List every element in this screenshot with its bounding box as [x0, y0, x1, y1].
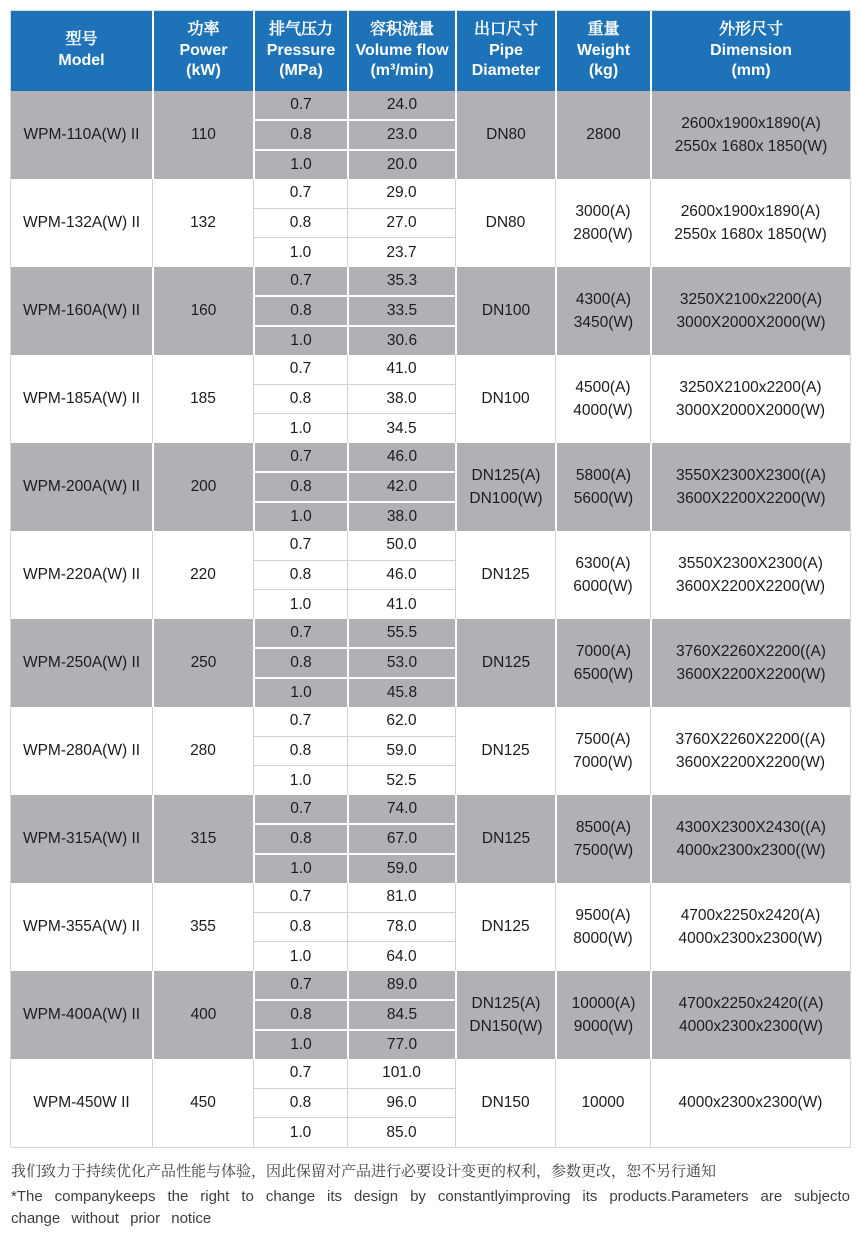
dimension-cell — [650, 795, 850, 883]
model-cell-text: WPM-315A(W) II — [22, 830, 141, 848]
power-cell-text: 185 — [190, 390, 216, 408]
dimension-cell — [650, 267, 850, 355]
flow-column — [347, 355, 455, 443]
pipe-cell — [455, 355, 555, 443]
pressure-column-value: 1.0 — [254, 765, 347, 795]
flow-column-value: 35.3 — [386, 272, 418, 289]
pressure-column-value: 1.0 — [254, 1117, 347, 1147]
flow-column-value: 24.0 — [386, 96, 418, 113]
pressure-column-value: 0.7 — [289, 712, 312, 730]
dimension-cell-text: 4700x2250x2420(A) 4000x2300x2300(W) — [678, 906, 823, 947]
footnote-zh: 我们致力于持续优化产品性能与体验，因此保留对产品进行必要设计变更的权利，参数更改，恕不另行通知 — [11, 1163, 717, 1180]
weight-cell-text: 8500(A) 7500(W) — [573, 818, 634, 859]
model-cell — [11, 883, 152, 971]
model-cell-text: WPM-132A(W) II — [22, 214, 141, 232]
pressure-column-value: 0.8 — [254, 560, 347, 590]
power-cell-text: 280 — [190, 742, 216, 760]
flow-column-value: 34.5 — [348, 413, 455, 443]
pressure-column-value: 1.0 — [254, 237, 347, 267]
header-line: Model — [58, 52, 105, 69]
model-cell-text: WPM-220A(W) II — [22, 566, 141, 584]
flow-column — [347, 795, 455, 883]
power-cell-text: 160 — [190, 302, 217, 320]
header-line: (kg) — [588, 62, 619, 80]
power-cell-text: 250 — [190, 654, 217, 672]
pressure-column-value: 0.8 — [254, 208, 347, 238]
flow-column-value: 84.5 — [349, 999, 455, 1029]
weight-cell — [555, 707, 650, 795]
model-cell — [11, 531, 152, 619]
model-cell-text: WPM-400A(W) II — [22, 1006, 141, 1024]
pressure-column-value: 1.0 — [255, 325, 347, 355]
header-cell — [11, 11, 152, 91]
pipe-cell — [455, 443, 555, 531]
model-cell-text: WPM-110A(W) II — [23, 126, 140, 144]
pressure-column-value: 1.0 — [255, 1029, 347, 1059]
header-cell — [253, 11, 347, 91]
power-cell-text: 355 — [190, 918, 216, 936]
pressure-column — [253, 795, 347, 883]
weight-cell-text: 7500(A) 7000(W) — [573, 730, 633, 771]
power-cell-text: 450 — [190, 1094, 216, 1112]
pipe-cell — [455, 971, 555, 1059]
pipe-cell — [455, 1059, 555, 1147]
weight-cell-text: 3000(A) 2800(W) — [573, 202, 633, 243]
table-row-group — [11, 267, 850, 355]
pressure-column — [253, 707, 347, 795]
flow-column — [347, 619, 455, 707]
pipe-cell-text: DN125 — [481, 742, 530, 760]
footnote-en-line1: *The companykeeps the right to change its design by constantlyimproving its products.Parameters are subjecto — [11, 1187, 850, 1205]
pressure-column-value: 0.8 — [254, 1088, 347, 1118]
flow-column-value: 29.0 — [386, 184, 417, 202]
pipe-cell-text: DN125 — [481, 830, 531, 848]
pressure-column — [253, 267, 347, 355]
flow-column-value: 96.0 — [348, 1088, 455, 1118]
table-row-group — [11, 531, 850, 619]
header-line: 出口尺寸 — [473, 20, 538, 38]
pipe-cell — [455, 91, 555, 179]
dimension-cell — [650, 883, 850, 971]
spec-table — [10, 10, 851, 1148]
flow-column — [347, 531, 455, 619]
model-cell — [11, 1059, 152, 1147]
weight-cell-text: 5800(A) 5600(W) — [573, 466, 634, 507]
flow-column-value: 59.0 — [349, 853, 455, 883]
weight-cell-text: 6300(A) 6000(W) — [573, 554, 633, 595]
weight-cell — [555, 619, 650, 707]
flow-column-value: 50.0 — [386, 536, 417, 554]
flow-column-value: 46.0 — [386, 448, 418, 465]
table-row-group — [11, 883, 850, 971]
pressure-column-value: 0.7 — [289, 360, 312, 378]
pressure-column-value: 0.8 — [254, 912, 347, 942]
header-line: Diameter — [471, 62, 541, 80]
pipe-cell — [455, 179, 555, 267]
power-cell-text: 400 — [190, 1006, 217, 1024]
flow-column-value: 42.0 — [349, 471, 455, 501]
table-row-group — [11, 707, 850, 795]
pressure-column-value: 0.8 — [254, 736, 347, 766]
dimension-cell — [650, 707, 850, 795]
dimension-cell-text: 4700x2250x2420((A) 4000x2300x2300(W) — [678, 994, 824, 1035]
table-row-group — [11, 1059, 850, 1147]
dimension-cell — [650, 531, 850, 619]
pressure-column-value: 0.8 — [255, 647, 347, 677]
flow-column — [347, 707, 455, 795]
pressure-column — [253, 443, 347, 531]
pressure-column-value: 0.7 — [290, 272, 312, 289]
model-cell-text: WPM-200A(W) II — [22, 478, 141, 496]
dimension-cell-text: 3550X2300X2300((A) 3600X2200X2200(W) — [676, 466, 826, 507]
pipe-cell-text: DN80 — [485, 214, 526, 232]
header-cell — [555, 11, 650, 91]
model-cell — [11, 179, 152, 267]
pressure-column-value: 1.0 — [254, 413, 347, 443]
weight-cell-text: 9500(A) 8000(W) — [573, 906, 633, 947]
dimension-cell — [650, 443, 850, 531]
weight-cell — [555, 91, 650, 179]
pipe-cell — [455, 707, 555, 795]
weight-cell-text: 10000 — [581, 1094, 625, 1112]
flow-column-value: 33.5 — [349, 295, 455, 325]
flow-column-value: 101.0 — [382, 1064, 421, 1082]
power-cell — [152, 1059, 253, 1147]
pipe-cell — [455, 531, 555, 619]
table-row-group — [11, 795, 850, 883]
flow-column-value: 45.8 — [349, 677, 455, 707]
dimension-cell — [650, 91, 850, 179]
header-line: Dimension — [710, 41, 792, 59]
header-line: (mm) — [731, 62, 771, 80]
table-body — [11, 91, 850, 1147]
model-cell-text: WPM-355A(W) II — [22, 918, 141, 936]
pressure-column-value: 1.0 — [254, 941, 347, 971]
table-row-group — [11, 355, 850, 443]
table-header-row — [11, 11, 850, 91]
model-cell — [11, 443, 152, 531]
model-cell — [11, 795, 152, 883]
header-line: Weight — [576, 41, 631, 59]
power-cell — [152, 971, 253, 1059]
weight-cell — [555, 443, 650, 531]
weight-cell — [555, 179, 650, 267]
weight-cell-text: 4300(A) 3450(W) — [573, 290, 634, 331]
pressure-column-value: 0.7 — [290, 96, 312, 113]
header-cell — [455, 11, 555, 91]
pressure-column-value: 0.8 — [255, 119, 347, 149]
power-cell — [152, 91, 253, 179]
dimension-cell-text: 4000x2300x2300(W) — [678, 1094, 823, 1112]
flow-column-value: 30.6 — [349, 325, 455, 355]
footnote-en-line2: change without prior notice — [11, 1209, 212, 1227]
header-line: Volume flow — [355, 41, 449, 59]
table-row-group — [11, 619, 850, 707]
flow-column-value: 20.0 — [349, 149, 455, 179]
header-line: (kW) — [186, 62, 221, 80]
flow-column-value: 74.0 — [386, 800, 418, 817]
pressure-column-value: 1.0 — [255, 501, 347, 531]
table-row-group — [11, 443, 850, 531]
pipe-cell — [455, 883, 555, 971]
flow-column-value: 52.5 — [348, 765, 455, 795]
weight-cell — [555, 971, 650, 1059]
table-row-group — [11, 91, 850, 179]
flow-column-value: 77.0 — [349, 1029, 455, 1059]
power-cell — [152, 443, 253, 531]
power-cell — [152, 883, 253, 971]
pressure-column-value: 0.7 — [289, 536, 312, 554]
dimension-cell — [650, 179, 850, 267]
dimension-cell-text: 3760X2260X2200((A) 3600X2200X2200(W) — [675, 730, 826, 771]
pipe-cell-text: DN100 — [481, 390, 530, 408]
dimension-cell — [650, 971, 850, 1059]
weight-cell-text: 7000(A) 6500(W) — [573, 642, 634, 683]
pressure-column-value: 0.8 — [255, 295, 347, 325]
dimension-cell — [650, 619, 850, 707]
pressure-column — [253, 355, 347, 443]
flow-column-value: 78.0 — [348, 912, 455, 942]
header-line: Power — [179, 41, 228, 59]
flow-column-value: 27.0 — [348, 208, 455, 238]
header-line: 外形尺寸 — [718, 20, 783, 38]
header-line: (m³/min) — [370, 62, 434, 80]
power-cell — [152, 267, 253, 355]
model-cell — [11, 619, 152, 707]
pipe-cell-text: DN125(A) DN150(W) — [469, 994, 543, 1035]
dimension-cell-text: 4300X2300X2430((A) 4000x2300x2300((W) — [676, 818, 826, 859]
flow-column-value: 67.0 — [349, 823, 455, 853]
pressure-column — [253, 883, 347, 971]
pipe-cell — [455, 267, 555, 355]
flow-column — [347, 443, 455, 531]
model-cell-text: WPM-250A(W) II — [22, 654, 141, 672]
pressure-column — [253, 971, 347, 1059]
model-cell-text: WPM-280A(W) II — [22, 742, 141, 760]
flow-column — [347, 883, 455, 971]
model-cell — [11, 267, 152, 355]
weight-cell — [555, 883, 650, 971]
pipe-cell-text: DN80 — [486, 126, 526, 144]
flow-column-value: 23.0 — [349, 119, 455, 149]
dimension-cell — [650, 355, 850, 443]
pressure-column-value: 0.8 — [255, 471, 347, 501]
header-line: (MPa) — [279, 62, 323, 80]
pressure-column — [253, 91, 347, 179]
flow-column-value: 41.0 — [386, 360, 417, 378]
dimension-cell-text: 3250X2100x2200(A) 3000X2000X2000(W) — [676, 290, 826, 331]
header-line: 排气压力 — [268, 20, 333, 38]
model-cell — [11, 355, 152, 443]
power-cell-text: 315 — [190, 830, 217, 848]
dimension-cell-text: 3250X2100x2200(A) 3000X2000X2000(W) — [675, 378, 826, 419]
pressure-column — [253, 619, 347, 707]
header-line: 容积流量 — [369, 20, 434, 38]
header-line: Pipe — [489, 41, 523, 59]
footnote — [11, 1161, 850, 1229]
pressure-column-value: 0.8 — [254, 384, 347, 414]
flow-column-value: 53.0 — [349, 647, 455, 677]
power-cell — [152, 619, 253, 707]
pipe-cell-text: DN125 — [481, 566, 530, 584]
flow-column — [347, 1059, 455, 1147]
flow-column-value: 55.5 — [386, 624, 418, 641]
dimension-cell-text: 2600x1900x1890(A) 2550x 1680x 1850(W) — [674, 202, 827, 243]
header-line: 重量 — [587, 20, 620, 38]
header-cell — [152, 11, 253, 91]
flow-column-value: 38.0 — [349, 501, 455, 531]
power-cell — [152, 179, 253, 267]
header-line: 型号 — [65, 31, 98, 49]
flow-column — [347, 267, 455, 355]
pressure-column-value: 1.0 — [255, 853, 347, 883]
model-cell-text: WPM-185A(W) II — [22, 390, 141, 408]
pressure-column-value: 0.7 — [289, 184, 312, 202]
header-cell — [650, 11, 850, 91]
flow-column-value: 62.0 — [386, 712, 417, 730]
header-line: Pressure — [266, 41, 336, 59]
dimension-cell — [650, 1059, 850, 1147]
pressure-column-value: 0.8 — [255, 823, 347, 853]
flow-column-value: 81.0 — [386, 888, 417, 906]
pressure-column — [253, 531, 347, 619]
power-cell — [152, 707, 253, 795]
pressure-column-value: 1.0 — [255, 677, 347, 707]
pressure-column-value: 1.0 — [254, 589, 347, 619]
weight-cell — [555, 795, 650, 883]
model-cell-text: WPM-450W II — [33, 1094, 130, 1112]
pipe-cell-text: DN125 — [481, 918, 530, 936]
power-cell-text: 110 — [191, 126, 216, 144]
model-cell — [11, 91, 152, 179]
pressure-column — [253, 1059, 347, 1147]
dimension-cell-text: 3550X2300X2300(A) 3600X2200X2200(W) — [675, 554, 826, 595]
dimension-cell-text: 3760X2260X2200((A) 3600X2200X2200(W) — [676, 642, 826, 683]
flow-column-value: 89.0 — [386, 976, 418, 993]
model-cell-text: WPM-160A(W) II — [22, 302, 141, 320]
power-cell-text: 132 — [190, 214, 216, 232]
weight-cell — [555, 1059, 650, 1147]
pipe-cell-text: DN100 — [481, 302, 531, 320]
pressure-column-value: 0.7 — [290, 448, 312, 465]
power-cell-text: 200 — [190, 478, 217, 496]
pressure-column-value: 0.7 — [290, 800, 312, 817]
table-row-group — [11, 971, 850, 1059]
pressure-column-value: 1.0 — [255, 149, 347, 179]
header-cell — [347, 11, 455, 91]
flow-column-value: 23.7 — [348, 237, 455, 267]
pipe-cell-text: DN125(A) DN100(W) — [469, 466, 543, 507]
pressure-column-value: 0.7 — [290, 976, 312, 993]
flow-column-value: 46.0 — [348, 560, 455, 590]
power-cell-text: 220 — [190, 566, 216, 584]
flow-column-value: 59.0 — [348, 736, 455, 766]
pipe-cell-text: DN125 — [481, 654, 531, 672]
table-row-group — [11, 179, 850, 267]
dimension-cell-text: 2600x1900x1890(A) 2550x 1680x 1850(W) — [674, 114, 828, 155]
flow-column-value: 38.0 — [348, 384, 455, 414]
flow-column-value: 41.0 — [348, 589, 455, 619]
pipe-cell — [455, 619, 555, 707]
pressure-column — [253, 179, 347, 267]
weight-cell — [555, 355, 650, 443]
weight-cell-text: 2800 — [586, 126, 621, 144]
weight-cell-text: 4500(A) 4000(W) — [573, 378, 633, 419]
pipe-cell-text: DN150 — [481, 1094, 530, 1112]
pressure-column-value: 0.7 — [289, 888, 312, 906]
flow-column — [347, 179, 455, 267]
flow-column-value: 64.0 — [348, 941, 455, 971]
header-line: 功率 — [187, 20, 220, 38]
pressure-column-value: 0.8 — [255, 999, 347, 1029]
model-cell — [11, 971, 152, 1059]
weight-cell — [555, 531, 650, 619]
model-cell — [11, 707, 152, 795]
weight-cell — [555, 267, 650, 355]
power-cell — [152, 795, 253, 883]
power-cell — [152, 531, 253, 619]
pipe-cell — [455, 795, 555, 883]
flow-column — [347, 91, 455, 179]
weight-cell-text: 10000(A) 9000(W) — [571, 994, 636, 1035]
power-cell — [152, 355, 253, 443]
flow-column — [347, 971, 455, 1059]
pressure-column-value: 0.7 — [289, 1064, 312, 1082]
flow-column-value: 85.0 — [348, 1117, 455, 1147]
pressure-column-value: 0.7 — [290, 624, 312, 641]
